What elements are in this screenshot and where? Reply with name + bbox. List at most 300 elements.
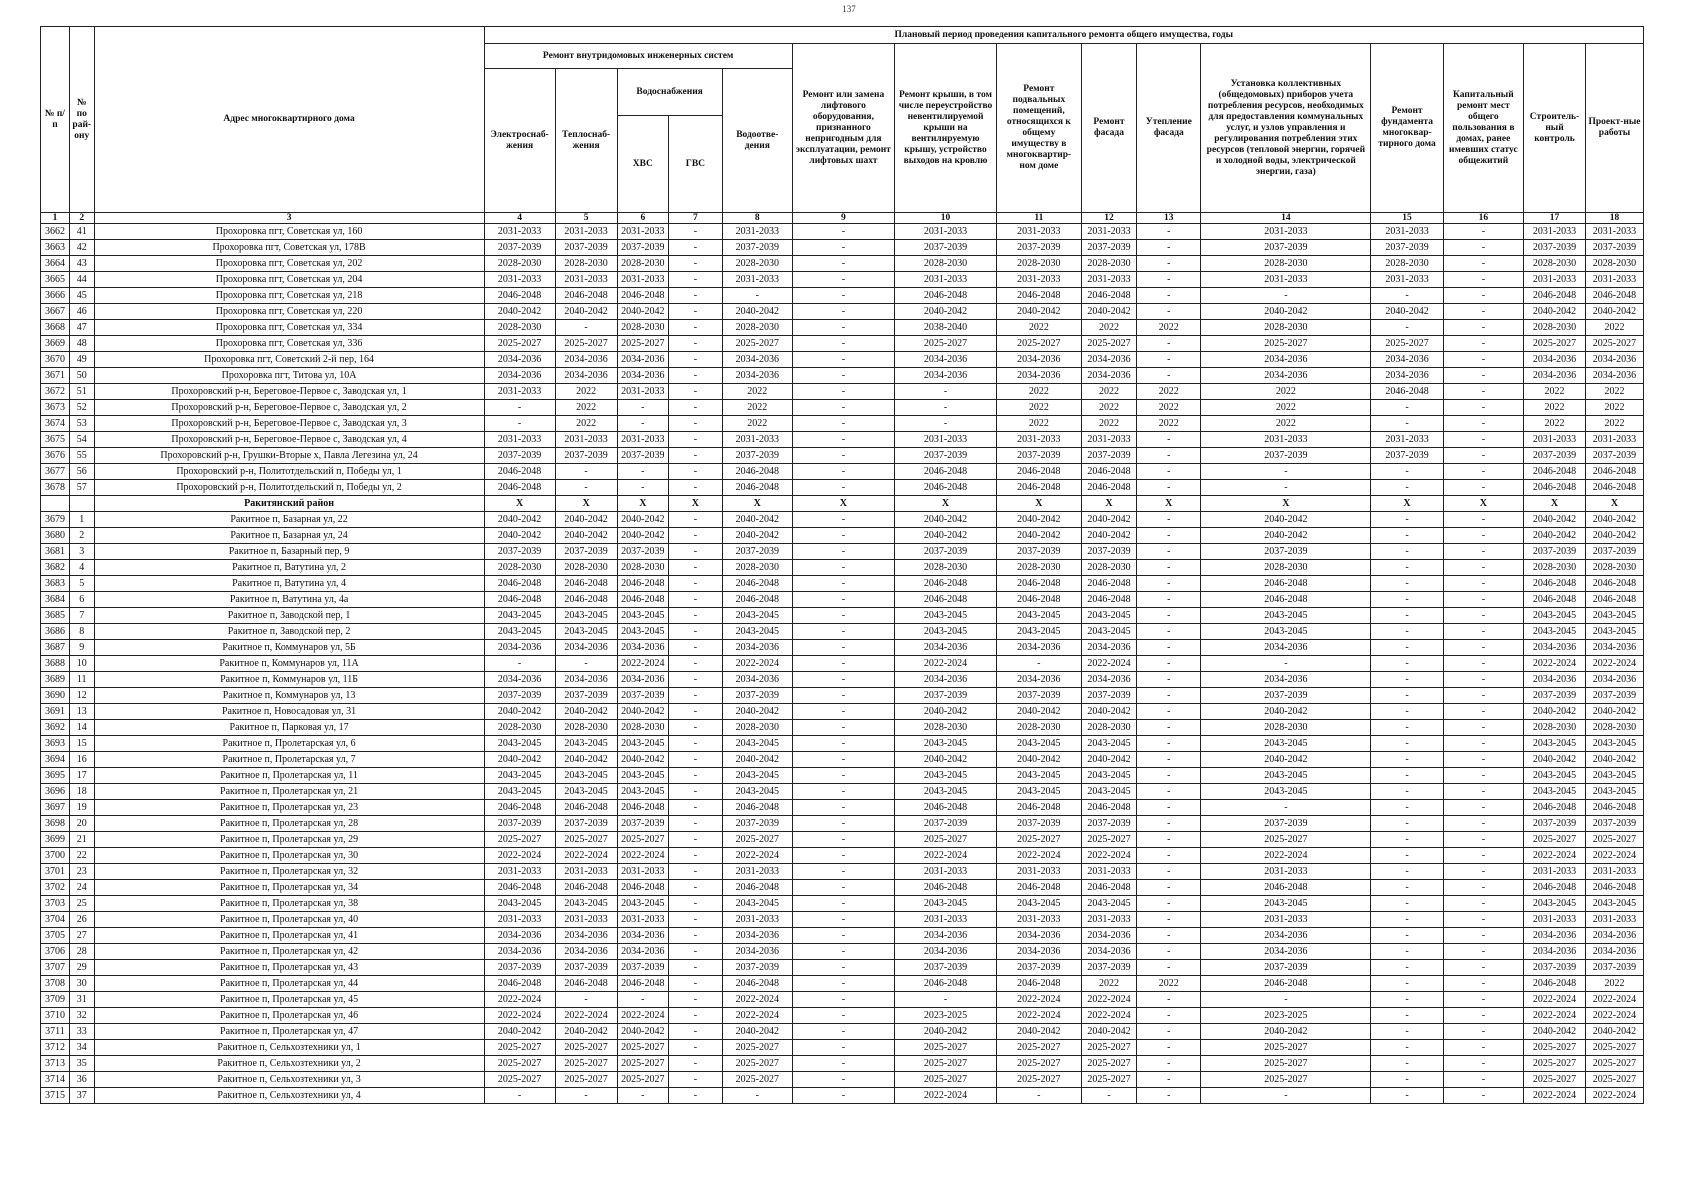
cell-no: 3706 (41, 944, 70, 960)
cell-dormitory: - (1443, 624, 1523, 640)
cell-cold-water: 2034-2036 (617, 672, 669, 688)
cell-drainage: 2043-2045 (722, 624, 792, 640)
cell-meters: 2022 (1201, 384, 1371, 400)
cell-facade-insulation: - (1137, 768, 1201, 784)
cell-dormitory: - (1443, 576, 1523, 592)
cell-construction-control: 2037-2039 (1524, 816, 1586, 832)
cell-drainage: 2031-2033 (722, 224, 792, 240)
table-row (41, 960, 1644, 976)
cell-basement: 2034-2036 (997, 368, 1082, 384)
cell-meters: 2025-2027 (1201, 1040, 1371, 1056)
cell-address: Ракитное п, Базарная ул, 24 (94, 528, 484, 544)
cell-elevator: - (792, 624, 894, 640)
cell-cold-water: 2043-2045 (617, 624, 669, 640)
cell-heat: 2037-2039 (555, 544, 617, 560)
cell-electricity: - (484, 400, 555, 416)
cell-facade-insulation: - (1137, 688, 1201, 704)
cell-facade: 2040-2042 (1081, 1024, 1137, 1040)
cell-address: Прохоровский р-н, Политотдельский п, Победы ул, 2 (94, 480, 484, 496)
cell-facade: 2025-2027 (1081, 336, 1137, 352)
cell-facade: 2028-2030 (1081, 560, 1137, 576)
cell-cold-water: 2043-2045 (617, 736, 669, 752)
cell-construction-control: 2046-2048 (1524, 880, 1586, 896)
cell-roof: 2028-2030 (894, 720, 996, 736)
cell-dormitory: - (1443, 800, 1523, 816)
cell-meters: 2025-2027 (1201, 336, 1371, 352)
cell-hot-water: - (669, 752, 723, 768)
cell-district-no: 31 (69, 992, 94, 1008)
cell-roof: 2034-2036 (894, 640, 996, 656)
cell-roof: 2046-2048 (894, 800, 996, 816)
table-row (41, 832, 1644, 848)
cell-drainage: 2028-2030 (722, 720, 792, 736)
cell-basement: 2046-2048 (997, 576, 1082, 592)
cell-electricity: 2040-2042 (484, 752, 555, 768)
cell-no: 3669 (41, 336, 70, 352)
cell-cold-water: 2034-2036 (617, 640, 669, 656)
cell-meters: 2043-2045 (1201, 784, 1371, 800)
cell-facade-insulation: - (1137, 800, 1201, 816)
cell-facade-insulation: - (1137, 784, 1201, 800)
cell-facade: 2022 (1081, 384, 1137, 400)
cell-basement: - (997, 656, 1082, 672)
cell-dormitory: - (1443, 464, 1523, 480)
cell-meters: 2046-2048 (1201, 976, 1371, 992)
cell-electricity: 2034-2036 (484, 352, 555, 368)
cell-electricity: 2031-2033 (484, 912, 555, 928)
cell-hot-water: - (669, 736, 723, 752)
cell-elevator: - (792, 368, 894, 384)
cell-elevator: - (792, 464, 894, 480)
table-row (41, 256, 1644, 272)
cell-construction-control: 2025-2027 (1524, 1056, 1586, 1072)
cell-elevator: - (792, 752, 894, 768)
cell-facade-insulation: - (1137, 752, 1201, 768)
cell-dormitory: X (1443, 496, 1523, 512)
cell-design-works: 2031-2033 (1585, 272, 1643, 288)
cell-meters: 2034-2036 (1201, 640, 1371, 656)
cell-meters: 2037-2039 (1201, 960, 1371, 976)
cell-design-works: 2022 (1585, 400, 1643, 416)
cell-meters: 2046-2048 (1201, 576, 1371, 592)
cell-electricity: 2022-2024 (484, 1008, 555, 1024)
cell-facade: 2040-2042 (1081, 512, 1137, 528)
cell-construction-control: 2040-2042 (1524, 1024, 1586, 1040)
column-number: 9 (792, 213, 894, 224)
cell-dormitory: - (1443, 560, 1523, 576)
cell-drainage: 2034-2036 (722, 352, 792, 368)
cell-facade: 2025-2027 (1081, 1056, 1137, 1072)
cell-dormitory: - (1443, 912, 1523, 928)
cell-basement: 2040-2042 (997, 752, 1082, 768)
cell-foundation: - (1371, 544, 1443, 560)
cell-basement: 2022 (997, 320, 1082, 336)
cell-cold-water: 2037-2039 (617, 960, 669, 976)
table-row (41, 224, 1644, 240)
cell-drainage: 2037-2039 (722, 240, 792, 256)
cell-heat: 2025-2027 (555, 1056, 617, 1072)
cell-drainage: 2025-2027 (722, 1040, 792, 1056)
cell-roof: 2043-2045 (894, 608, 996, 624)
cell-elevator: - (792, 816, 894, 832)
cell-facade-insulation: - (1137, 896, 1201, 912)
cell-roof: 2031-2033 (894, 864, 996, 880)
cell-district-no: 18 (69, 784, 94, 800)
cell-no: 3699 (41, 832, 70, 848)
cell-no: 3680 (41, 528, 70, 544)
table-row (41, 720, 1644, 736)
cell-address: Ракитное п, Коммунаров ул, 11А (94, 656, 484, 672)
cell-meters: 2025-2027 (1201, 832, 1371, 848)
cell-electricity: 2028-2030 (484, 720, 555, 736)
cell-design-works: 2046-2048 (1585, 576, 1643, 592)
cell-basement: 2022-2024 (997, 992, 1082, 1008)
cell-facade: 2040-2042 (1081, 704, 1137, 720)
cell-heat: 2028-2030 (555, 256, 617, 272)
cell-district-no: 7 (69, 608, 94, 624)
cell-electricity: 2034-2036 (484, 672, 555, 688)
cell-district-no: 11 (69, 672, 94, 688)
cell-facade-insulation: - (1137, 1024, 1201, 1040)
cell-meters: 2034-2036 (1201, 944, 1371, 960)
cell-elevator: - (792, 608, 894, 624)
roof-header: Ремонт крыши, в том числе переустройство невентилируемой крыши на вентилируемую крышу, устройство выходов на кровлю (894, 44, 996, 213)
cell-district-no: 41 (69, 224, 94, 240)
cell-construction-control: 2031-2033 (1524, 912, 1586, 928)
cell-drainage: 2043-2045 (722, 608, 792, 624)
cell-heat: - (555, 480, 617, 496)
cell-basement: 2037-2039 (997, 544, 1082, 560)
cell-cold-water: 2043-2045 (617, 896, 669, 912)
cell-roof: 2025-2027 (894, 1072, 996, 1088)
cell-electricity: 2043-2045 (484, 736, 555, 752)
cell-meters: 2028-2030 (1201, 256, 1371, 272)
cell-design-works: 2046-2048 (1585, 480, 1643, 496)
cell-roof: 2025-2027 (894, 832, 996, 848)
cell-design-works: 2043-2045 (1585, 768, 1643, 784)
cell-hot-water: X (669, 496, 723, 512)
cell-design-works: 2034-2036 (1585, 672, 1643, 688)
cell-drainage: 2043-2045 (722, 784, 792, 800)
cell-drainage: 2043-2045 (722, 896, 792, 912)
cell-construction-control: 2031-2033 (1524, 864, 1586, 880)
table-row (41, 352, 1644, 368)
cell-foundation: - (1371, 752, 1443, 768)
cell-design-works: 2031-2033 (1585, 432, 1643, 448)
cell-electricity: 2025-2027 (484, 1056, 555, 1072)
cell-cold-water: 2037-2039 (617, 448, 669, 464)
cell-district-no: 23 (69, 864, 94, 880)
cell-heat: 2046-2048 (555, 800, 617, 816)
cell-electricity: - (484, 656, 555, 672)
table-row (41, 304, 1644, 320)
hot-water-header: ГВС (669, 116, 723, 213)
column-number: 16 (1443, 213, 1523, 224)
cell-foundation: X (1371, 496, 1443, 512)
cell-cold-water: 2037-2039 (617, 816, 669, 832)
table-row (41, 784, 1644, 800)
cell-cold-water: 2046-2048 (617, 976, 669, 992)
cell-elevator: - (792, 432, 894, 448)
cell-meters: - (1201, 800, 1371, 816)
cell-construction-control: 2040-2042 (1524, 528, 1586, 544)
cell-foundation: - (1371, 816, 1443, 832)
column-number: 2 (69, 213, 94, 224)
cell-district-no: 14 (69, 720, 94, 736)
cell-cold-water: 2040-2042 (617, 704, 669, 720)
cell-no: 3702 (41, 880, 70, 896)
cell-electricity: 2028-2030 (484, 560, 555, 576)
cell-district-no: 43 (69, 256, 94, 272)
cell-hot-water: - (669, 704, 723, 720)
cell-electricity: 2046-2048 (484, 976, 555, 992)
cell-elevator: - (792, 1056, 894, 1072)
cell-electricity: 2025-2027 (484, 336, 555, 352)
design-works-header: Проект-ные работы (1585, 44, 1643, 213)
cell-cold-water: - (617, 464, 669, 480)
cell-foundation: - (1371, 960, 1443, 976)
cell-roof: 2022-2024 (894, 848, 996, 864)
cell-no: 3713 (41, 1056, 70, 1072)
col-no-header: № п/п (41, 27, 70, 213)
cell-district-no: 44 (69, 272, 94, 288)
cell-facade-insulation: - (1137, 944, 1201, 960)
cell-address: Ракитное п, Ватутина ул, 4 (94, 576, 484, 592)
table-row (41, 576, 1644, 592)
cell-facade-insulation: - (1137, 1056, 1201, 1072)
cell-design-works: 2037-2039 (1585, 816, 1643, 832)
cell-drainage: 2034-2036 (722, 928, 792, 944)
cell-roof: - (894, 384, 996, 400)
cell-no: 3715 (41, 1088, 70, 1104)
cell-roof: 2043-2045 (894, 896, 996, 912)
cell-cold-water: 2040-2042 (617, 304, 669, 320)
cell-district-no: 54 (69, 432, 94, 448)
cell-heat: X (555, 496, 617, 512)
cell-heat: 2034-2036 (555, 368, 617, 384)
cell-electricity: 2034-2036 (484, 640, 555, 656)
cell-construction-control: 2046-2048 (1524, 976, 1586, 992)
cell-foundation: - (1371, 320, 1443, 336)
cell-basement: 2031-2033 (997, 912, 1082, 928)
cell-drainage: 2037-2039 (722, 544, 792, 560)
column-number: 6 (617, 213, 669, 224)
cell-roof: 2034-2036 (894, 944, 996, 960)
cell-address: Прохоровка пгт, Титова ул, 10А (94, 368, 484, 384)
cell-elevator: - (792, 640, 894, 656)
cell-facade: 2043-2045 (1081, 736, 1137, 752)
cell-facade: 2046-2048 (1081, 800, 1137, 816)
cell-foundation: 2031-2033 (1371, 272, 1443, 288)
cell-heat: 2040-2042 (555, 512, 617, 528)
cell-no: 3681 (41, 544, 70, 560)
cell-hot-water: - (669, 240, 723, 256)
cell-cold-water: 2043-2045 (617, 608, 669, 624)
cell-no: 3700 (41, 848, 70, 864)
cell-no: 3711 (41, 1024, 70, 1040)
cell-drainage: X (722, 496, 792, 512)
column-number: 13 (1137, 213, 1201, 224)
cell-dormitory: - (1443, 528, 1523, 544)
cell-construction-control: 2043-2045 (1524, 768, 1586, 784)
cell-basement: 2040-2042 (997, 704, 1082, 720)
cell-no: 3683 (41, 576, 70, 592)
table-row (41, 896, 1644, 912)
cell-meters: 2028-2030 (1201, 320, 1371, 336)
cell-drainage: 2022-2024 (722, 1008, 792, 1024)
col-address-header: Адрес многоквартирного дома (94, 27, 484, 213)
cell-address: Ракитное п, Пролетарская ул, 44 (94, 976, 484, 992)
col-district-no-header: № по рай-ону (69, 27, 94, 213)
cell-drainage: 2046-2048 (722, 880, 792, 896)
table-row (41, 368, 1644, 384)
table-row (41, 528, 1644, 544)
cell-drainage: 2046-2048 (722, 800, 792, 816)
cell-construction-control: 2034-2036 (1524, 640, 1586, 656)
cell-cold-water: 2028-2030 (617, 560, 669, 576)
cell-hot-water: - (669, 992, 723, 1008)
cell-district-no: 9 (69, 640, 94, 656)
cell-roof: 2037-2039 (894, 448, 996, 464)
cell-electricity: 2040-2042 (484, 1024, 555, 1040)
cell-roof: 2037-2039 (894, 960, 996, 976)
cell-roof: 2034-2036 (894, 672, 996, 688)
cell-cold-water: 2043-2045 (617, 768, 669, 784)
cell-roof: 2037-2039 (894, 240, 996, 256)
cell-meters: 2037-2039 (1201, 240, 1371, 256)
table-row (41, 864, 1644, 880)
cell-meters: 2031-2033 (1201, 272, 1371, 288)
cell-dormitory: - (1443, 1024, 1523, 1040)
cell-facade-insulation: - (1137, 1008, 1201, 1024)
elevator-header: Ремонт или замена лифтового оборудования, признанного непригодным для эксплуатации, ремонт лифтовых шахт (792, 44, 894, 213)
cell-elevator: - (792, 480, 894, 496)
cell-design-works: 2043-2045 (1585, 624, 1643, 640)
cell-district-no: 1 (69, 512, 94, 528)
cell-meters: 2043-2045 (1201, 896, 1371, 912)
cell-electricity: 2043-2045 (484, 784, 555, 800)
cell-drainage: 2037-2039 (722, 448, 792, 464)
cell-meters: 2031-2033 (1201, 912, 1371, 928)
cell-no: 3673 (41, 400, 70, 416)
cell-roof: - (894, 400, 996, 416)
cell-basement: 2034-2036 (997, 928, 1082, 944)
cell-facade: 2025-2027 (1081, 832, 1137, 848)
cell-drainage: 2040-2042 (722, 304, 792, 320)
cell-basement: 2040-2042 (997, 1024, 1082, 1040)
column-number: 5 (555, 213, 617, 224)
cell-heat: 2046-2048 (555, 976, 617, 992)
cell-dormitory: - (1443, 1008, 1523, 1024)
meters-header: Установка коллективных (общедомовых) приборов учета потребления ресурсов, необходимых для предоставления коммунальных услуг, и узлов управления и регулирования потребления этих ресурсов (тепловой энергии, горячей и холодной воды, электрической энергии, газа) (1201, 44, 1371, 213)
cell-facade-insulation: - (1137, 880, 1201, 896)
cell-drainage: 2025-2027 (722, 832, 792, 848)
cell-hot-water: - (669, 1008, 723, 1024)
cell-cold-water: 2046-2048 (617, 880, 669, 896)
table-row (41, 416, 1644, 432)
cell-elevator: - (792, 880, 894, 896)
cell-drainage: 2031-2033 (722, 272, 792, 288)
cell-address: Ракитное п, Ватутина ул, 2 (94, 560, 484, 576)
cell-meters: - (1201, 656, 1371, 672)
cell-roof: 2031-2033 (894, 272, 996, 288)
cell-elevator: - (792, 832, 894, 848)
cell-elevator: - (792, 800, 894, 816)
cell-design-works: 2037-2039 (1585, 688, 1643, 704)
cell-basement: 2034-2036 (997, 672, 1082, 688)
cell-address: Прохоровка пгт, Советская ул, 204 (94, 272, 484, 288)
cell-district-no: 21 (69, 832, 94, 848)
cell-no: 3698 (41, 816, 70, 832)
cell-roof: 2037-2039 (894, 544, 996, 560)
cell-drainage: 2028-2030 (722, 320, 792, 336)
table-row (41, 928, 1644, 944)
cell-basement: 2028-2030 (997, 560, 1082, 576)
column-number: 1 (41, 213, 70, 224)
cell-dormitory: - (1443, 752, 1523, 768)
cell-heat: 2022 (555, 384, 617, 400)
cell-foundation: - (1371, 896, 1443, 912)
cell-roof: 2025-2027 (894, 1040, 996, 1056)
cell-facade-insulation: 2022 (1137, 384, 1201, 400)
cell-electricity: 2037-2039 (484, 816, 555, 832)
cell-elevator: - (792, 224, 894, 240)
cell-elevator: - (792, 736, 894, 752)
cell-roof: 2040-2042 (894, 512, 996, 528)
cell-electricity: 2037-2039 (484, 960, 555, 976)
cell-construction-control: 2046-2048 (1524, 592, 1586, 608)
cell-electricity: 2046-2048 (484, 480, 555, 496)
cell-electricity: 2025-2027 (484, 1072, 555, 1088)
cell-design-works: 2025-2027 (1585, 1072, 1643, 1088)
cell-electricity: 2028-2030 (484, 320, 555, 336)
cell-facade-insulation: - (1137, 512, 1201, 528)
cell-roof: 2025-2027 (894, 336, 996, 352)
cell-no: 3714 (41, 1072, 70, 1088)
cell-facade-insulation: - (1137, 448, 1201, 464)
cell-roof: 2046-2048 (894, 480, 996, 496)
cell-facade: 2046-2048 (1081, 576, 1137, 592)
column-number: 3 (94, 213, 484, 224)
cell-electricity: 2031-2033 (484, 384, 555, 400)
cell-basement: 2025-2027 (997, 832, 1082, 848)
cell-facade: 2040-2042 (1081, 528, 1137, 544)
cell-facade-insulation: - (1137, 224, 1201, 240)
cell-dormitory: - (1443, 384, 1523, 400)
cell-roof: 2034-2036 (894, 368, 996, 384)
cell-elevator: - (792, 544, 894, 560)
cell-elevator: - (792, 784, 894, 800)
cell-facade-insulation: - (1137, 432, 1201, 448)
cell-heat: 2043-2045 (555, 608, 617, 624)
cell-roof: 2046-2048 (894, 880, 996, 896)
table-row (41, 800, 1644, 816)
cell-basement: - (997, 1088, 1082, 1104)
cell-facade-insulation: - (1137, 352, 1201, 368)
cell-facade: 2025-2027 (1081, 1072, 1137, 1088)
cell-basement: 2034-2036 (997, 352, 1082, 368)
cell-basement: 2022 (997, 400, 1082, 416)
table-row (41, 640, 1644, 656)
cell-roof: 2023-2025 (894, 1008, 996, 1024)
cell-electricity: 2040-2042 (484, 704, 555, 720)
cell-district-no: 46 (69, 304, 94, 320)
cell-roof: 2028-2030 (894, 560, 996, 576)
cell-foundation: - (1371, 736, 1443, 752)
cell-heat: 2040-2042 (555, 304, 617, 320)
cell-facade-insulation: - (1137, 640, 1201, 656)
cell-hot-water: - (669, 816, 723, 832)
